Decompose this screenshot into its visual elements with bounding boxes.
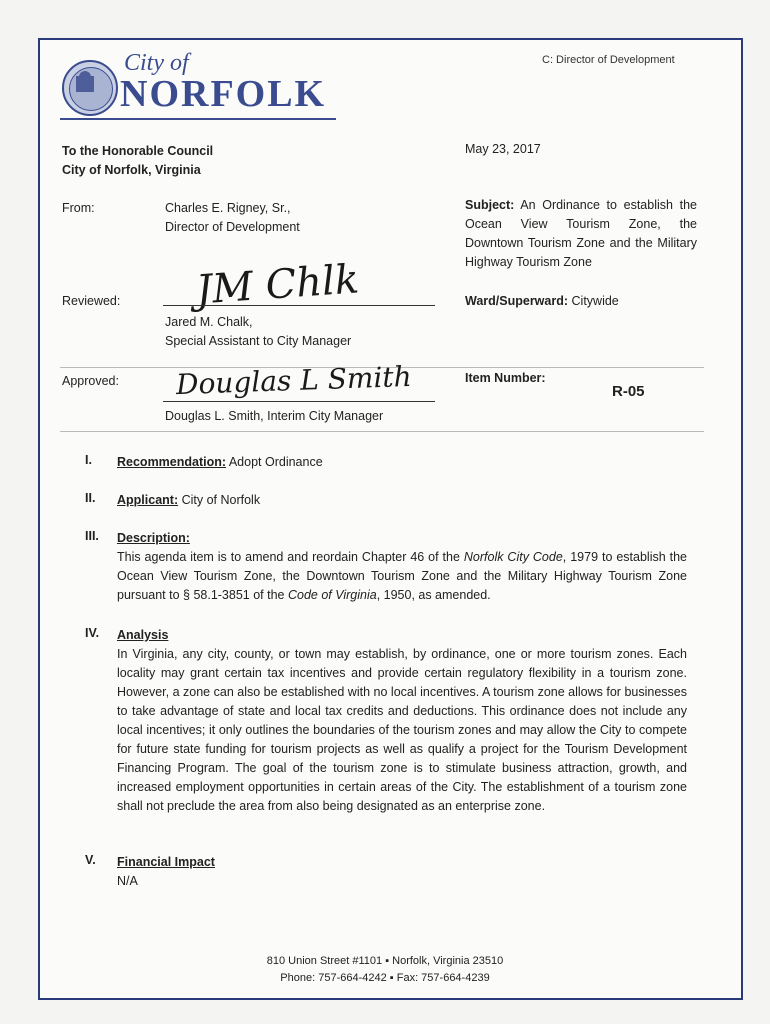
item-number-value: R-05: [612, 383, 645, 400]
addressee-line-1: To the Honorable Council: [62, 144, 214, 158]
memo-date: May 23, 2017: [465, 142, 541, 156]
approved-signature-line: [163, 401, 435, 402]
section-heading: Applicant:: [117, 493, 179, 507]
item-number-label: Item Number:: [465, 371, 546, 385]
from-block: [165, 199, 300, 237]
approver-signature: Douglas L Smith: [175, 359, 413, 402]
from-name: Charles E. Rigney, Sr.,: [165, 201, 291, 215]
section-description: [117, 529, 687, 605]
section-applicant: [117, 491, 687, 510]
addressee: [62, 142, 213, 180]
section-heading: Financial Impact: [117, 855, 215, 869]
logo-rule: [60, 118, 336, 120]
from-label: From:: [62, 201, 95, 215]
from-title: Director of Development: [165, 220, 300, 234]
divider: [60, 431, 704, 432]
section-financial-impact: [117, 853, 687, 891]
ward-value: Citywide: [571, 294, 619, 308]
reviewer-signature: JM Chlk: [194, 256, 361, 314]
approved-label: Approved:: [62, 374, 119, 388]
section-body: In Virginia, any city, county, or town may establish, by ordinance, one or more tourism zones. Each locality may grant certain tax incentives and provide certain regulatory flexibility in a tourism zone. However, a zone can also be established with no local incentives. A tourism zone allows for businesses to take advantage of state and local tax credits and deductions. This ordinance does not include any local incentives; it only outlines the boundaries of the tourism zones and may allow the City to compete for future state funding for tourism projects as well as qualify a project for the Tourism Development Financing Program. The goal of the tourism zone is to stimulate business attraction, growth, and increased employment opportunities in certain areas of the City. The establishment of a tourism zone shall not preclude the area from also being designated as an enterprise zone.: [117, 647, 687, 813]
section-body: This agenda item is to amend and reordain Chapter 46 of the Norfolk City Code, 1979 to establish the Ocean View Tourism Zone, the Downtown Tourism Zone and the Military Highway Tourism Zone pursuant to § 58.1-3851 of the Code of Virginia, 1950, as amended.: [117, 550, 688, 602]
approver-name: Douglas L. Smith, Interim City Manager: [165, 409, 384, 423]
section-analysis: [117, 626, 687, 816]
subject-text: An Ordinance to establish the Ocean View Tourism Zone, the Downtown Tourism Zone and the Military Highway Tourism Zone: [465, 198, 697, 269]
reviewed-label: Reviewed:: [62, 294, 121, 308]
reviewer-name: Jared M. Chalk,: [165, 315, 253, 329]
section-heading: Recommendation:: [117, 455, 227, 469]
logo-city-of: City of: [124, 50, 189, 76]
section-heading: Analysis: [117, 628, 169, 642]
subject-label: Subject:: [465, 198, 515, 212]
section-number: III.: [85, 529, 99, 543]
section-recommendation: [117, 453, 687, 472]
section-number: IV.: [85, 626, 100, 640]
subject: [465, 196, 697, 272]
reviewer-title: Special Assistant to City Manager: [165, 334, 352, 348]
city-seal-icon: [62, 60, 118, 116]
addressee-line-2: City of Norfolk, Virginia: [62, 163, 201, 177]
section-number: II.: [85, 491, 96, 505]
cc-line: C: Director of Development: [542, 54, 675, 66]
section-heading: Description:: [117, 531, 190, 545]
section-body: Adopt Ordinance: [228, 455, 323, 469]
section-number: I.: [85, 453, 92, 467]
logo-norfolk: NORFOLK: [120, 73, 327, 115]
footer-address: 810 Union Street #1101 ▪ Norfolk, Virginia 23510: [266, 955, 504, 967]
ward: [465, 292, 619, 311]
section-number: V.: [85, 853, 96, 867]
section-body: N/A: [117, 874, 138, 888]
ward-label: Ward/Superward:: [465, 294, 569, 308]
reviewed-block: [165, 313, 351, 351]
footer-phone: Phone: 757-664-4242 ▪ Fax: 757-664-4239: [280, 972, 490, 984]
reviewed-signature-line: [163, 305, 435, 306]
section-body: City of Norfolk: [181, 493, 261, 507]
